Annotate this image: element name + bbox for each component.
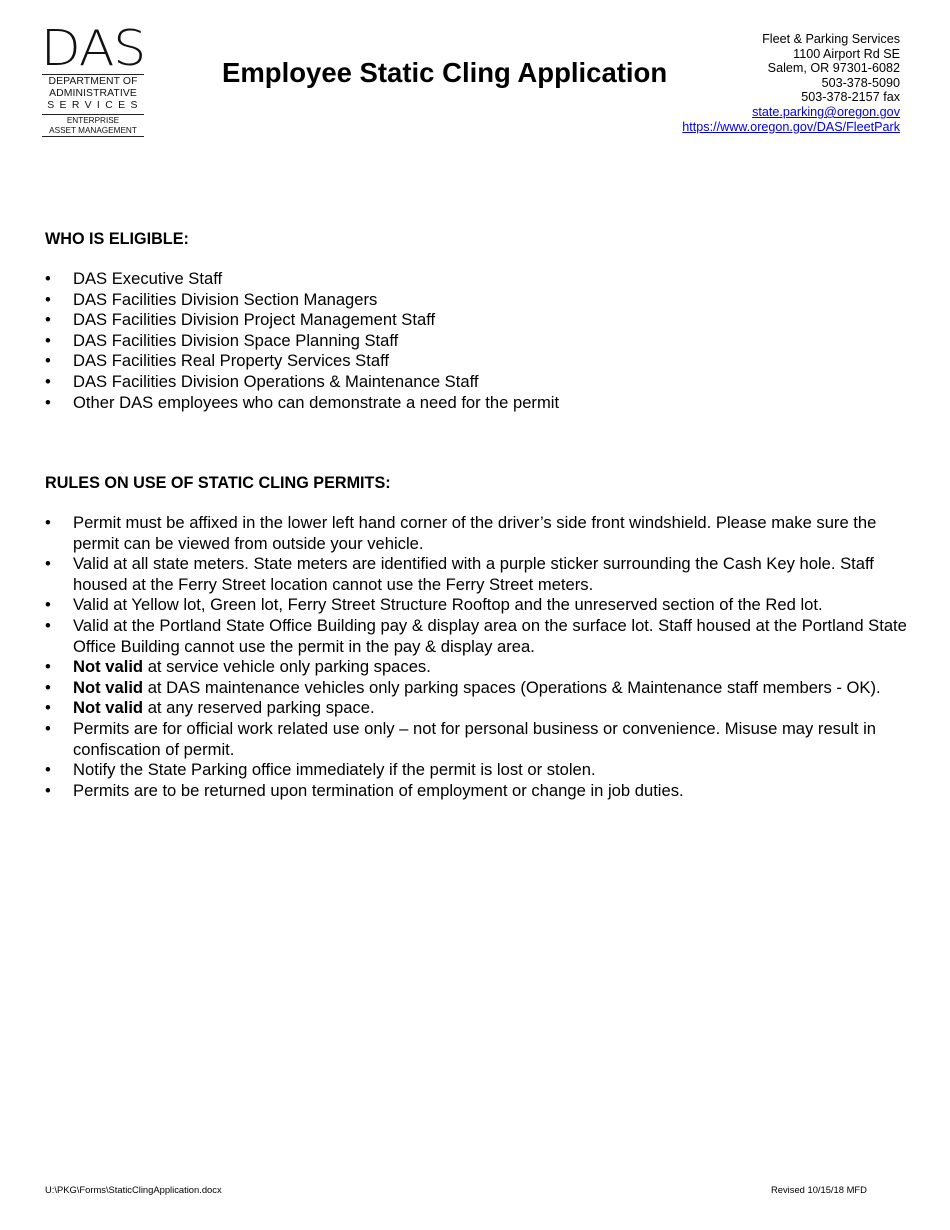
bullet-icon: • [45,371,51,391]
logo-line-4: ENTERPRISE [66,116,120,125]
list-item-text: DAS Facilities Division Project Management Staff [73,310,436,330]
list-item [45,331,745,352]
list-item [45,351,745,372]
logo-mark: DAS [40,20,146,77]
bullet-icon: • [45,698,51,718]
das-logo [40,20,146,138]
rule-text: Notify the State Parking office immediately if the permit is lost or stolen. [73,760,596,780]
list-item-text: DAS Facilities Division Section Managers [73,289,378,309]
rule-text: Valid at all state meters. State meters are identified with a purple sticker surrounding the Cash Key hole. Staff housed at the Ferry Street location cannot use the Ferry Street meters. [73,554,874,594]
list-item-text: DAS Facilities Division Space Planning Staff [73,330,399,350]
bullet-icon: • [45,330,51,350]
bullet-icon: • [45,780,51,800]
bullet-icon: • [45,269,51,288]
rule-emphasis: Not valid [73,677,144,697]
contact-street: 1100 Airport Rd SE [793,46,900,61]
bullet-icon: • [45,392,51,412]
list-item [45,393,745,414]
bullet-icon: • [45,760,51,780]
list-item [45,719,917,760]
bullet-icon: • [45,351,51,371]
list-item [45,760,917,781]
contact-block [682,32,900,134]
logo-line-5: ASSET MANAGEMENT [49,126,137,135]
bullet-icon: • [45,615,51,635]
list-item [45,698,917,719]
list-item [45,513,917,554]
eligible-list [45,269,745,413]
rule-text: Valid at Yellow lot, Green lot, Ferry Street Structure Rooftop and the unreserved section of the Red lot. [73,595,823,615]
bullet-icon: • [45,310,51,330]
list-item [45,595,917,616]
bullet-icon: • [45,677,51,697]
rule-text: Permits are to be returned upon termination of employment or change in job duties. [73,780,684,800]
logo-divider-2 [42,114,144,115]
list-item [45,781,917,802]
rule-text: Valid at the Portland State Office Building pay & display area on the surface lot. Staff housed at the Portland State Office Building cannot use the permit in the pay & display area. [73,615,907,656]
list-item [45,657,917,678]
logo-line-2: ADMINISTRATIVE [49,88,137,99]
rule-text: at any reserved parking space. [143,698,375,718]
contact-fax: 503-378-2157 fax [801,90,900,105]
bullet-icon: • [45,657,51,677]
list-item [45,310,745,331]
bullet-icon: • [45,513,51,532]
list-item-text: DAS Executive Staff [73,269,223,288]
logo-divider-3 [42,136,144,137]
contact-website-link[interactable]: https://www.oregon.gov/DAS/FleetPark [682,119,900,134]
list-item [45,290,745,311]
contact-email-link[interactable]: state.parking@oregon.gov [752,104,900,119]
contact-phone: 503-378-5090 [821,75,900,90]
rule-text: at service vehicle only parking spaces. [143,657,431,677]
list-item [45,616,917,657]
rule-emphasis: Not valid [73,657,144,677]
footer-revised: Revised 10/15/18 MFD [771,1184,867,1195]
contact-office: Fleet & Parking Services [762,32,900,46]
bullet-icon: • [45,554,51,574]
list-item-text: Other DAS employees who can demonstrate a need for the permit [73,392,560,412]
footer-file-path: U:\PKG\Forms\StaticClingApplication.docx [45,1184,222,1195]
list-item-text: DAS Facilities Division Operations & Maintenance Staff [73,371,479,391]
contact-city: Salem, OR 97301-6082 [767,61,900,76]
bullet-icon: • [45,595,51,615]
eligible-heading: WHO IS ELIGIBLE: [45,230,189,248]
rule-text: Permit must be affixed in the lower left hand corner of the driver’s side front windshield. Please make sure the permit can be viewed from outside your vehicle. [73,513,877,553]
list-item [45,554,917,595]
list-item [45,372,745,393]
bullet-icon: • [45,718,51,738]
rule-text: at DAS maintenance vehicles only parking spaces (Operations & Maintenance staff members - OK). [143,677,881,697]
rule-emphasis: Not valid [73,698,144,718]
bullet-icon: • [45,289,51,309]
page-title: Employee Static Cling Application [222,57,668,88]
logo-line-3: SERVICES [47,100,143,111]
rules-list [45,513,917,801]
list-item [45,678,917,699]
rule-text: Permits are for official work related use only – not for personal business or convenience. Misuse may result in confiscation of permit. [73,718,877,759]
list-item-text: DAS Facilities Real Property Services Staff [73,351,390,371]
logo-line-1: DEPARTMENT OF [48,76,138,87]
list-item [45,269,745,290]
rules-heading: RULES ON USE OF STATIC CLING PERMITS: [45,474,391,492]
